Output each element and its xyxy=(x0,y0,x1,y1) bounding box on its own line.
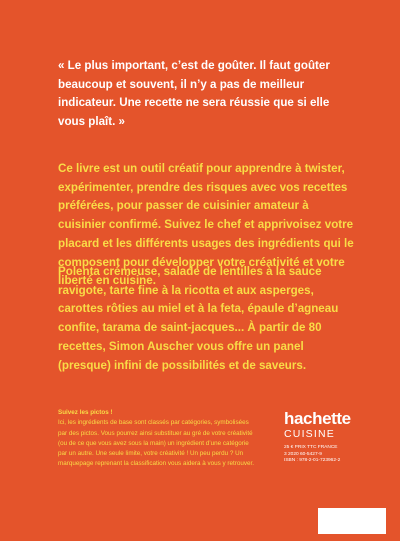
book-description: Ce livre est un outil créatif pour apprendre à twister, expérimenter, prendre des risques avec vos recettes préférées, pour passer de cuisinier amateur à cuisinier confirmé. Suivez le chef et apprivoisez votre placard et les différents usages des ingrédients qui le composent pour développer votre créativité et votre liberté en cuisine. xyxy=(58,162,354,288)
author-quote: « Le plus important, c’est de goûter. Il faut goûter beaucoup et souvent, il n’y a pas de meilleur indicateur. Une recette ne sera réussie que si elle vous plaît. » xyxy=(58,59,330,129)
isbn-label: ISBN : 978-2-01-723962-2 xyxy=(284,458,341,464)
publisher-info xyxy=(284,445,374,465)
publisher-imprint: CUISINE xyxy=(284,428,335,440)
product-code: 3 2020 60-5427-9 xyxy=(284,451,322,457)
pictos-text: Ici, les ingrédients de base sont classés par catégories, symbolisées par des pictos. Vous pourrez ainsi substituer au gré de votre créativité (ou de ce que vous avez sous la main) un ingrédient d’une catégorie par un autre. Une seule limite, votre créativité ! Un peu perdu ? Un marquepage reprenant la classification vous aidera à vous y retrouver. xyxy=(58,419,255,468)
price-label: 25 € PRIX TTC FRANCE xyxy=(284,445,338,450)
pictos-note xyxy=(58,408,258,470)
recipe-examples: Polenta crémeuse, salade de lentilles à la sauce ravigote, tarte fine à la ricotta et aux asperges, carottes rôties au miel et à la feta, épaule d’agneau confite, tarama de saint-jacques... À partir de 80 recettes, Simon Auscher vous offre un panel (presque) infini de possibilités et de saveurs. xyxy=(58,265,339,372)
barcode-area xyxy=(318,508,386,534)
publisher-logo: hachette xyxy=(284,409,351,428)
publisher-block xyxy=(284,410,374,465)
pictos-heading: Suivez les pictos ! xyxy=(58,409,113,416)
